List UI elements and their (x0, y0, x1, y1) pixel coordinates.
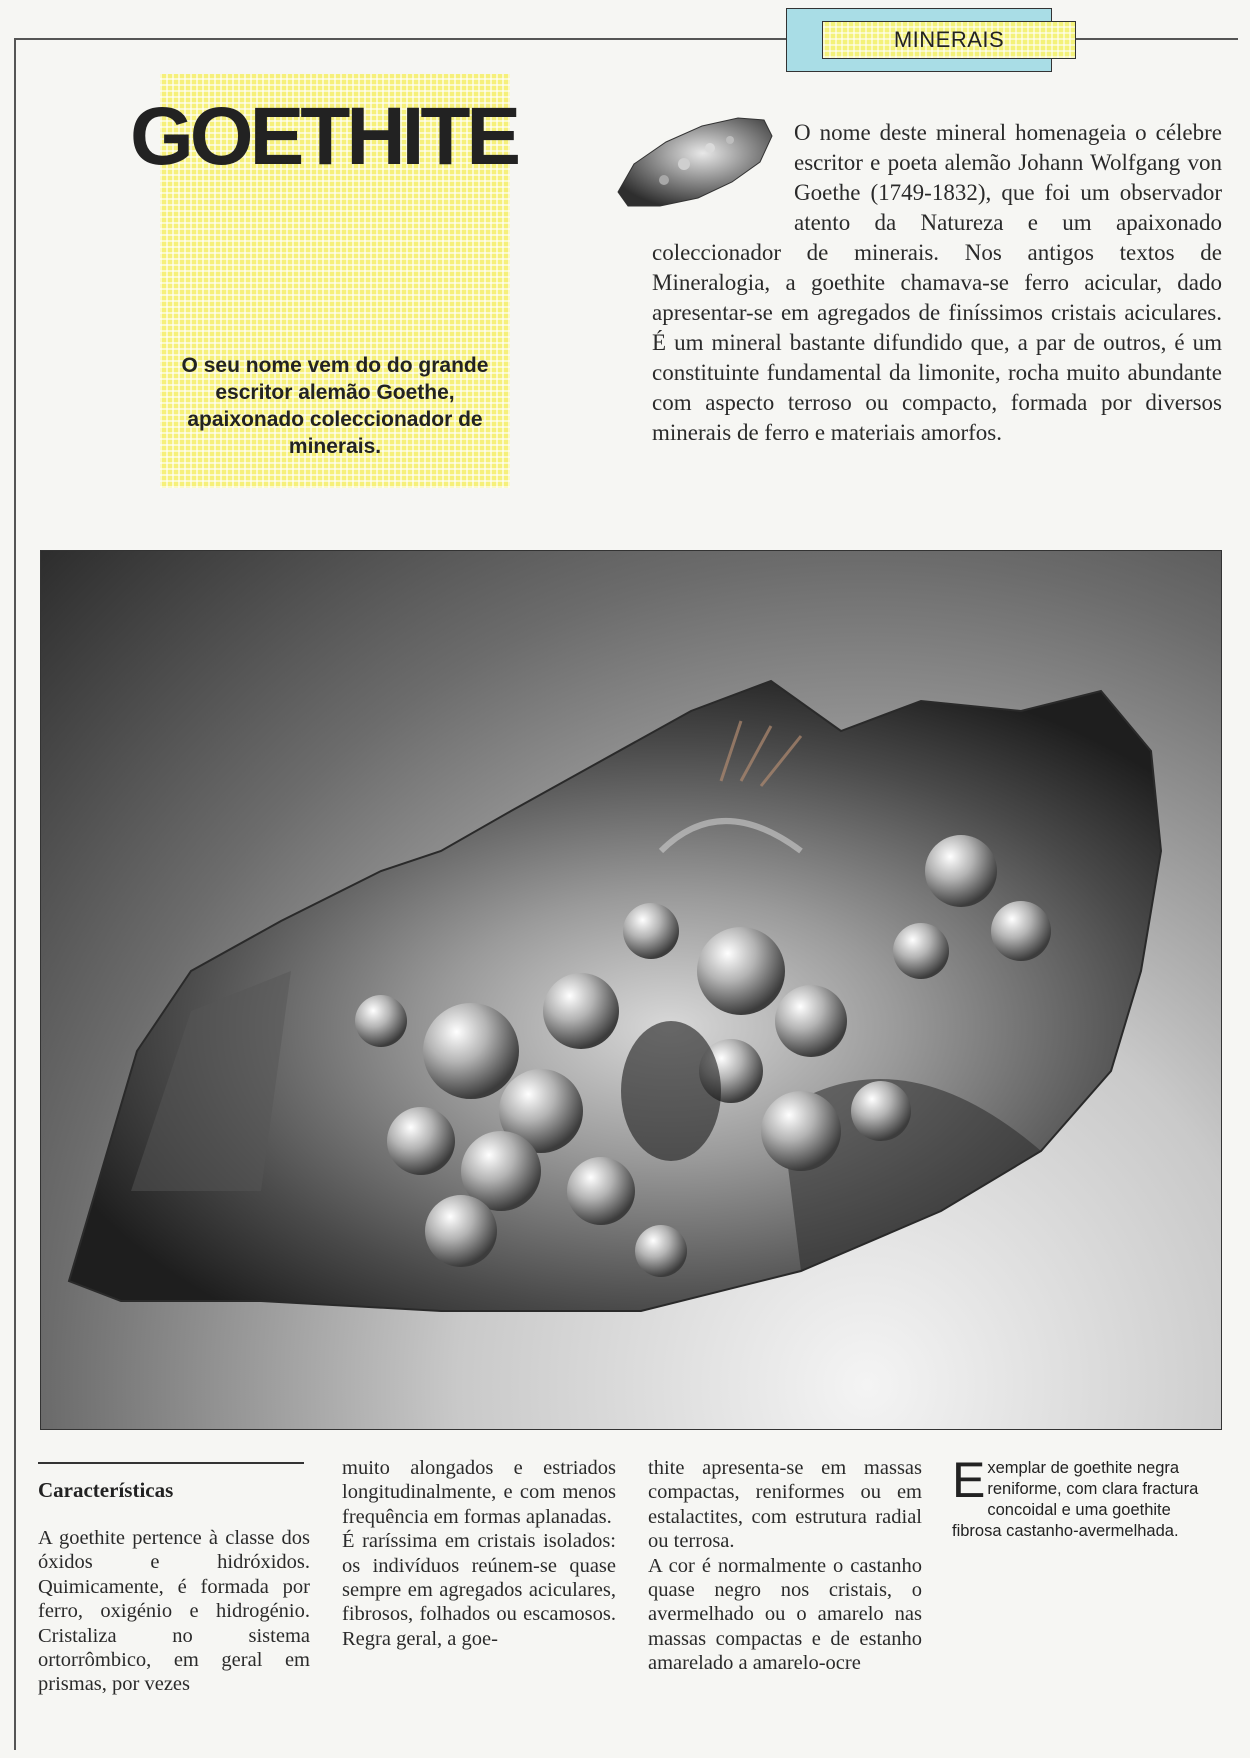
column-1-paragraph: A goethite pertence à classe dos óxidos e hidróxidos. Quimicamente, é formada por ferro, oxigénio e hidrogénio. Cristaliza no sistema ortorrômbico, em geral em prismas, por vezes (38, 1527, 310, 1696)
section-label: MINERAIS (822, 21, 1076, 59)
page-title: GOETHITE (130, 91, 518, 182)
subtitle: O seu nome vem do do grande escritor alemão Goethe, apaixonado coleccionador de minerais. (181, 354, 489, 458)
text-column-3 (648, 1456, 922, 1676)
text-column-1 (38, 1526, 310, 1697)
photo-caption (952, 1452, 1220, 1542)
main-specimen-photo (40, 550, 1222, 1430)
text-column-2 (342, 1456, 616, 1651)
section-tab (786, 8, 1054, 64)
section-heading: Características (38, 1478, 174, 1502)
column-3-paragraph-2: A cor é normalmente o castanho quase negro nos cristais, o avermelhado ou o amarelo nas massas compactas e de estanho amarelado a amarelo-ocre (648, 1554, 922, 1675)
top-rule (14, 38, 786, 40)
caption-dropcap: E (952, 1452, 986, 1508)
top-rule-right (1090, 38, 1238, 40)
caption-text: xemplar de goethite negra reniforme, com clara fractura concoidal e uma goethite fibrosa castanho-avermelhada. (952, 1459, 1199, 1540)
column-3-paragraph-1: thite apresenta-se em massas compactas, reniformes ou em estalactites, com estrutura radial ou terrosa. (648, 1457, 922, 1553)
intro-image-gap (646, 118, 794, 238)
intro-paragraph: O nome deste mineral homenageia o célebre escritor e poeta alemão Johann Wolfgang von Goethe (1749-1832), que foi um observador atento da Natureza e um apaixonado coleccionador de minerais. Nos antigos textos de Mineralogia, a goethite chamava-se ferro acicular, dado apresentar-se em agregados de finíssimos cristais aciculares. É um mineral bastante difundido que, a par de outros, é um constituinte fundamental da limonite, rocha muito abundante com aspecto terroso ou compacto, formada por diversos minerais de ferro e materiais amorfos. (652, 120, 1222, 445)
column-2-paragraph-2: É raríssima em cristais isolados: os indivíduos reúnem-se quase sempre em agregados aciculares, fibrosos, folhados ou escamosos. Regra geral, a goe- (342, 1530, 616, 1650)
section-rule (38, 1462, 304, 1464)
column-2-paragraph-1: muito alongados e estriados longitudinalmente, e com menos frequência em formas aplanadas. (342, 1457, 616, 1528)
intro-text (652, 118, 1222, 448)
